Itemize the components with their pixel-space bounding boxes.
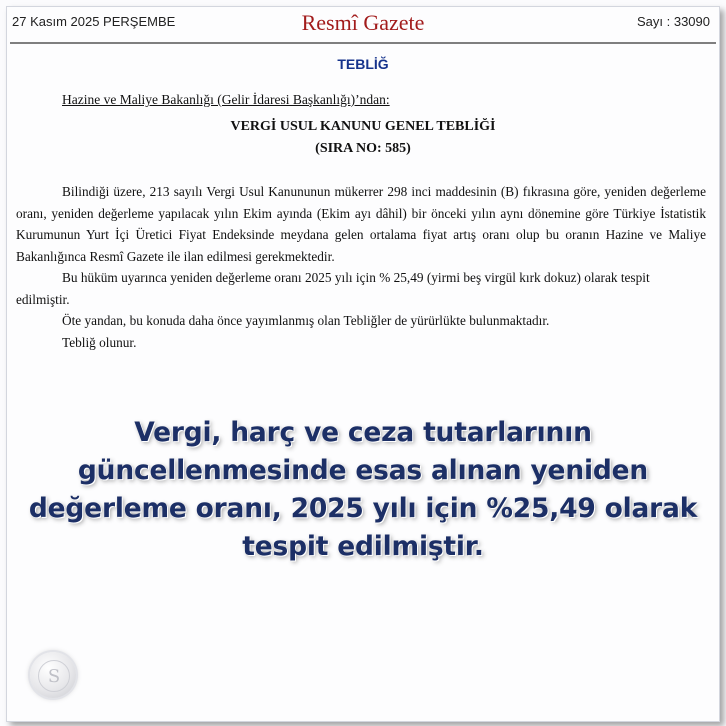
watermark-seal-icon — [30, 652, 76, 698]
document-sequence-number: (SIRA NO: 585) — [315, 141, 411, 156]
document-title: VERGİ USUL KANUNU GENEL TEBLİĞİ — [230, 119, 496, 134]
highlight-callout — [0, 414, 726, 566]
callout-line: güncellenmesinde esas alınan yeniden — [77, 455, 649, 486]
issue-number: Sayı : 33090 — [637, 14, 710, 29]
body-paragraph: Tebliğ olunur. — [62, 334, 137, 350]
body-paragraph: Bilindiği üzere, 213 sayılı Vergi Usul Kanununun mükerrer 298 inci maddesinin (B) fıkrasına göre, yeniden değerleme oranı, yeniden değerleme yapılacak yılın Ekim ayında (Ekim ayı dâhil) bir önceki yılın aynı dönemine göre Türkiye İstatistik Kurumunun Yurt İçi Üretici Fiyat Endeksinde meydana gelen ortalama fiyat artış oranı olup bu oranın Hazine ve Maliye Bakanlığınca Resmî Gazete ile ilan edilmesi gerekmektedir. — [16, 184, 706, 264]
callout-line: değerleme oranı, 2025 yılı için %25,49 olarak — [28, 493, 698, 524]
section-label: TEBLİĞ — [337, 56, 389, 72]
gazette-page — [6, 6, 720, 722]
body-paragraph: Bu hüküm uyarınca yeniden değerleme oranı 2025 yılı için % 25,49 (yirmi beş virgül kırk dokuz) olarak tespit edilmiştir. — [16, 270, 650, 307]
gazette-header — [10, 8, 716, 44]
seal-letter: S — [38, 660, 70, 692]
body-paragraph: Öte yandan, bu konuda daha önce yayımlanmış olan Tebliğler de yürürlükte bulunmaktadır. — [62, 313, 550, 328]
issue-date: 27 Kasım 2025 PERŞEMBE — [12, 14, 176, 29]
issuing-authority: Hazine ve Maliye Bakanlığı (Gelir İdaresi Başkanlığı)’ndan: — [62, 92, 390, 107]
document-body — [16, 181, 706, 353]
callout-line: Vergi, harç ve ceza tutarlarının — [134, 417, 592, 448]
callout-line: tespit edilmiştir. — [242, 531, 484, 562]
gazette-title: Resmî Gazete — [301, 10, 425, 35]
